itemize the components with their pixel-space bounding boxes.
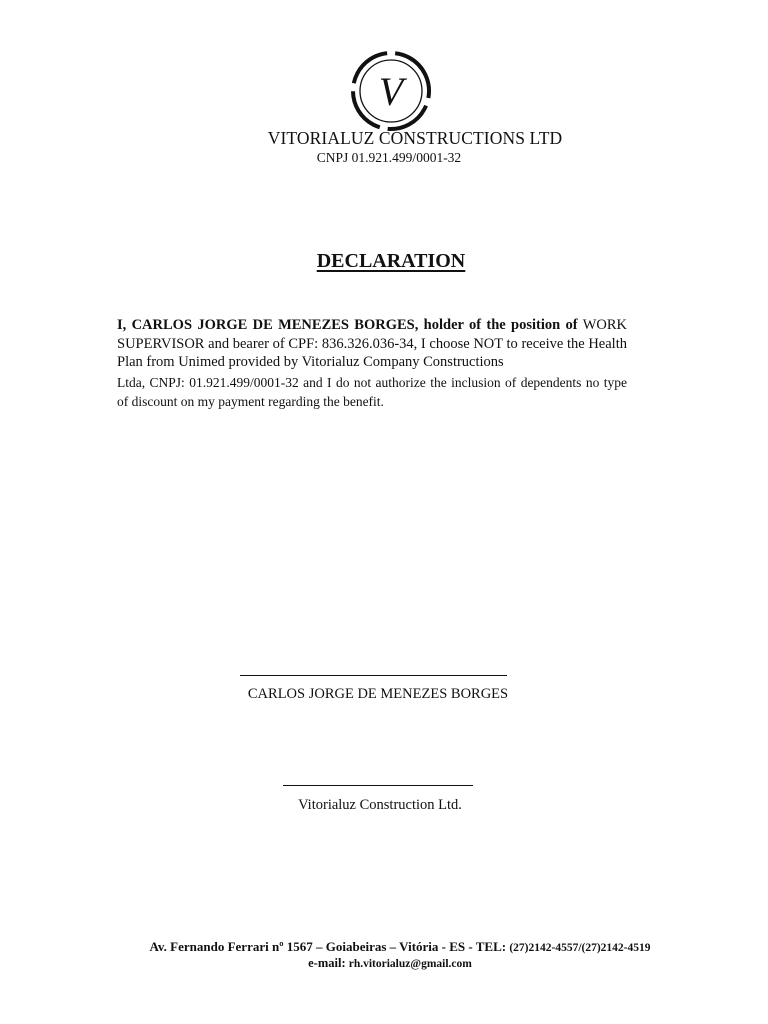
footer-address-text: Av. Fernando Ferrari nº 1567 – Goiabeiras – Vitória - ES - TEL: <box>149 939 507 954</box>
employee-signature-line <box>240 675 507 676</box>
company-name: VITORIALUZ CONSTRUCTIONS LTD <box>267 128 563 148</box>
document-title: DECLARATION <box>316 250 466 272</box>
company-logo <box>350 50 432 132</box>
logo-letter: V <box>378 69 404 114</box>
declaration-body <box>117 316 627 411</box>
declaration-sentence: WORK SUPERVISOR and bearer of CPF: 836.326.036-34, I choose NOT to receive the Health Plan from Unimed provided by Vitorialuz Company Constructions <box>117 317 627 370</box>
declaration-continuation: Ltda, CNPJ: 01.921.499/0001-32 and I do not authorize the inclusion of dependents no type of discount on my payment regarding the benefit. <box>117 374 627 409</box>
footer-email-address: rh.vitorialuz@gmail.com <box>348 958 472 970</box>
footer-phones: (27)2142-4557/(27)2142-4519 <box>509 942 651 954</box>
footer-email-label: e-mail: <box>308 956 346 970</box>
company-signature-name: Vitorialuz Construction Ltd. <box>298 797 462 813</box>
company-cnpj: CNPJ 01.921.499/0001-32 <box>316 150 462 165</box>
vitorialuz-v-monogram-icon <box>350 50 432 132</box>
footer-email <box>0 956 768 971</box>
declaration-paragraph <box>117 316 627 372</box>
company-signature-line <box>283 785 473 786</box>
footer-address <box>0 939 768 955</box>
employee-signature-name: CARLOS JORGE DE MENEZES BORGES <box>247 686 509 702</box>
declarant-statement: I, CARLOS JORGE DE MENEZES BORGES, holder of the position of <box>117 317 578 333</box>
